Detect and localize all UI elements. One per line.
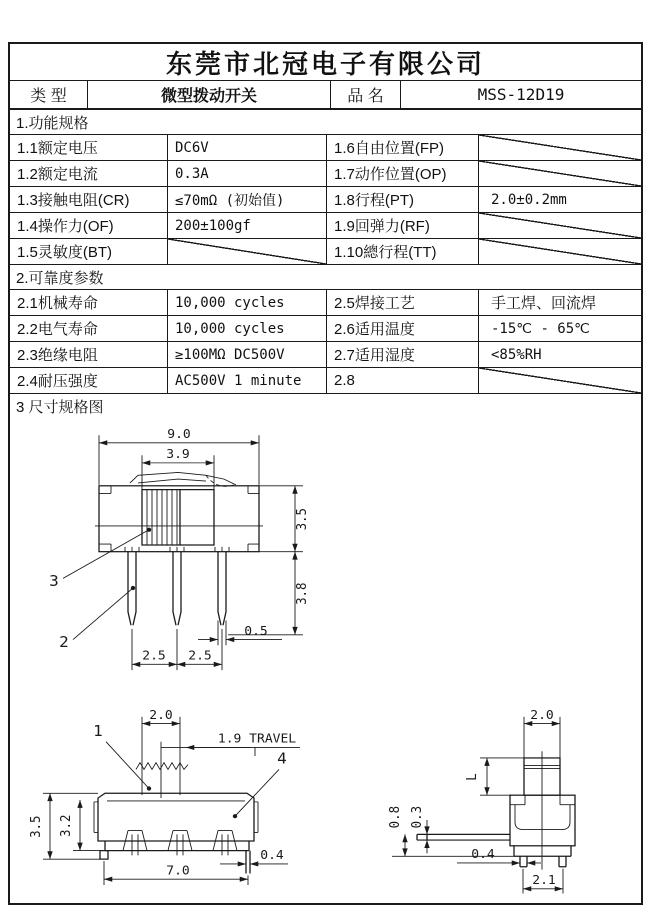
dim-front-pin-width: 0.5 <box>244 623 268 638</box>
section2-header: 2.可靠度参数 <box>10 265 641 290</box>
spec-row-2-2 <box>10 316 641 342</box>
part-label-1: 1 <box>93 721 103 740</box>
spec-label: 2.6适用温度 <box>327 316 479 341</box>
spec-value: -15℃ - 65℃ <box>491 320 590 337</box>
part-label-4: 4 <box>277 749 287 768</box>
company-title: 东莞市北冠电子有限公司 <box>165 48 485 79</box>
front-view <box>49 426 309 670</box>
spec-label: 1.7动作位置(OP) <box>327 161 479 186</box>
spec-value: AC500V 1 minute <box>168 368 327 393</box>
spec-value: 10,000 cycles <box>168 316 327 341</box>
dimension-drawing-area <box>10 418 641 905</box>
spec-label: 1.3接触电阻(CR) <box>10 187 168 212</box>
spec-label: 2.5焊接工艺 <box>327 290 479 315</box>
spec-label: 2.1机械寿命 <box>10 290 168 315</box>
dimension-drawing <box>10 418 641 905</box>
pin-left <box>125 547 139 670</box>
spec-label: 2.8 <box>327 368 479 393</box>
type-value: 微型拨动开关 <box>88 81 331 108</box>
dim-front-pitch-2: 2.5 <box>188 647 212 663</box>
spec-row-1-4 <box>10 213 641 239</box>
spec-value: ≤70mΩ (初始值) <box>168 187 327 212</box>
spec-value: 10,000 cycles <box>168 290 327 315</box>
dim-side-span: 7.0 <box>166 862 190 878</box>
pin-right <box>215 547 229 670</box>
section1-header: 1.功能规格 <box>10 110 641 135</box>
spec-label: 1.4操作力(OF) <box>10 213 168 238</box>
spec-value: DC6V <box>168 135 327 160</box>
spec-row-2-1 <box>10 290 641 316</box>
spec-value: 200±100gf <box>168 213 327 238</box>
spec-value-empty <box>479 368 641 393</box>
spec-value-empty <box>479 161 641 186</box>
dim-front-width: 9.0 <box>167 426 191 441</box>
spec-label: 1.9回弹力(RF) <box>327 213 479 238</box>
dim-side-knob: 2.0 <box>149 707 173 722</box>
pin-middle <box>170 547 184 670</box>
dim-side-pin-width: 0.4 <box>260 847 284 863</box>
dim-end-pitch: 2.1 <box>532 872 556 887</box>
dim-side-travel: 1.9 TRAVEL <box>217 730 297 746</box>
dim-end-lever: L <box>463 773 480 781</box>
spec-value: 手工焊、回流焊 <box>491 295 597 312</box>
dim-front-knob: 3.9 <box>166 446 190 462</box>
spec-value-empty <box>479 135 641 160</box>
spec-row-1-1 <box>10 135 641 161</box>
spec-label: 1.2额定电流 <box>10 161 168 186</box>
spec-label: 1.8行程(PT) <box>327 187 479 212</box>
spec-label: 2.3绝缘电阻 <box>10 342 168 367</box>
spec-value: 0.3A <box>168 161 327 186</box>
section3-header: 3 尺寸规格图 <box>16 398 104 416</box>
part-label-2: 2 <box>59 632 69 652</box>
spec-label: 1.10總行程(TT) <box>327 239 479 264</box>
spec-row-1-5 <box>10 239 641 265</box>
product-header-row <box>10 81 641 110</box>
spec-row-1-3 <box>10 187 641 213</box>
spec-label: 1.6自由位置(FP) <box>327 135 479 160</box>
spec-value-empty <box>479 213 641 238</box>
dim-front-pitch-1: 2.5 <box>142 647 166 663</box>
dim-end-knob: 2.0 <box>530 707 554 722</box>
dim-end-pin-width: 0.4 <box>471 846 495 862</box>
spec-value-empty <box>168 239 327 264</box>
dim-front-pin-length: 3.8 <box>293 582 310 605</box>
end-view <box>387 707 575 893</box>
spec-label: 2.7适用湿度 <box>327 342 479 367</box>
spec-sheet <box>8 42 643 905</box>
dim-end-pin-offset: 0.8 <box>386 805 403 829</box>
spec-label: 2.4耐压强度 <box>10 368 168 393</box>
title-row <box>10 44 641 81</box>
spec-label: 2.2电气寿命 <box>10 316 168 341</box>
dim-side-height-body: 3.2 <box>57 814 74 837</box>
spec-row-2-3 <box>10 342 641 368</box>
side-view <box>28 707 300 885</box>
part-label-3: 3 <box>49 571 59 590</box>
dim-side-height-total: 3.5 <box>27 815 44 838</box>
spec-value-empty <box>479 239 641 264</box>
dim-front-body-height: 3.5 <box>293 508 310 531</box>
spec-label: 1.5灵敏度(BT) <box>10 239 168 264</box>
name-label: 品 名 <box>331 81 401 108</box>
dim-end-pin-thickness: 0.3 <box>408 805 425 829</box>
spec-value: ≥100MΩ DC500V <box>168 342 327 367</box>
type-label: 类 型 <box>10 81 88 108</box>
spec-value: <85%RH <box>491 346 542 363</box>
spec-value: 2.0±0.2mm <box>491 191 567 208</box>
spec-row-2-4 <box>10 368 641 394</box>
spec-label: 1.1额定电压 <box>10 135 168 160</box>
product-name: MSS-12D19 <box>477 85 565 104</box>
spec-row-1-2 <box>10 161 641 187</box>
